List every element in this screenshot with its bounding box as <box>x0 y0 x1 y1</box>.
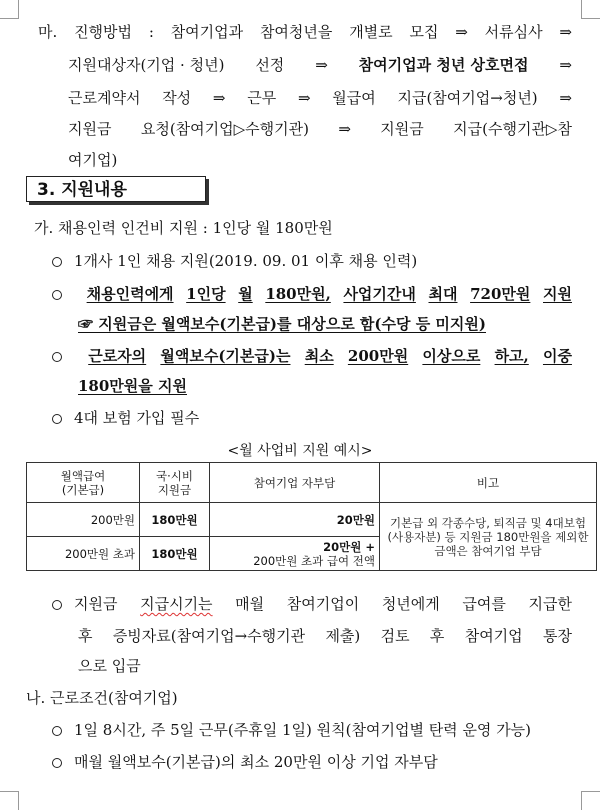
word: 지급(참여기업→청년) <box>397 89 538 107</box>
word: 급여를 <box>462 595 506 613</box>
crop-mark-top-left <box>0 0 19 19</box>
word: 참여기업이 <box>286 595 360 613</box>
circle-bullet-icon <box>52 414 62 424</box>
word: 월급여 <box>332 89 376 107</box>
arrow: ⇒ <box>212 89 226 107</box>
word: 모집 <box>409 23 439 41</box>
circle-bullet-wrap <box>52 594 117 614</box>
circle-bullet-icon <box>52 352 62 362</box>
word: 통장 <box>542 627 572 645</box>
word: 지급시기는 <box>140 595 213 613</box>
subsidy-example-table <box>26 462 597 571</box>
header-note: 비고 <box>380 463 597 503</box>
circle-bullet-icon <box>52 600 62 610</box>
word: 후 <box>429 627 445 645</box>
payment-line-3: 으로 입금 <box>78 657 141 675</box>
word: 지원 <box>543 285 572 303</box>
word: 이상으로 <box>422 347 481 365</box>
subsection-na: 나. 근로조건(참여기업) <box>26 689 178 707</box>
cell-subsidy: 180만원 <box>140 503 210 537</box>
crop-mark-bottom-right <box>581 791 600 810</box>
crop-mark-top-right <box>581 0 600 19</box>
cell-company: 20만원 <box>210 503 380 537</box>
circle-bullet-wrap <box>52 346 74 366</box>
word: 지원금 <box>380 120 424 138</box>
circle-bullet-icon <box>52 290 62 300</box>
cell-wage: 200만원 <box>27 503 140 537</box>
section-heading: 3. 지원내용 <box>26 176 206 202</box>
process-line-5 <box>68 150 117 170</box>
word: 검토 <box>380 627 410 645</box>
word: 참여기업 <box>464 627 523 645</box>
arrow: ⇒ <box>297 89 311 107</box>
company-top: 20만원 + <box>323 539 375 554</box>
word: 참여청년을 <box>259 23 333 41</box>
word: 지원대상자(기업 · 청년) <box>68 56 225 74</box>
circle-bullet-wrap <box>52 284 74 304</box>
word: 지급(수행기관▷참 <box>453 120 572 138</box>
payment-line-1 <box>52 594 572 614</box>
word: 요청(참여기업▷수행기관) <box>140 120 309 138</box>
word: 이중 <box>542 347 572 365</box>
condition-2 <box>52 752 438 772</box>
bullet-4 <box>52 408 199 428</box>
header-company: 참여기업 자부담 <box>210 463 380 503</box>
arrow: ⇒ <box>338 120 351 138</box>
word: 근로자의 <box>88 347 147 365</box>
process-line-2 <box>68 55 572 75</box>
cell-note: 기본급 외 각종수당, 퇴직금 및 4대보험(사용자분) 등 지원금 180만원을 제외한 금액은 참여기업 부담 <box>380 503 597 571</box>
word: 매월 <box>235 595 265 613</box>
word: 월액보수(기본급)는 <box>160 347 291 365</box>
cell-company <box>210 537 380 571</box>
process-line-4 <box>68 119 572 139</box>
arrow: ⇒ <box>559 89 572 107</box>
word: 청년에게 <box>381 595 440 613</box>
subsection-ga: 가. 채용인력 인건비 지원 : 1인당 월 180만원 <box>34 219 333 237</box>
company-bottom: 200만원 초과 급여 전액 <box>253 553 375 568</box>
word: 후 <box>78 627 93 645</box>
word: 지급한 <box>528 595 572 613</box>
word: 증빙자료(참여기업→수행기관 <box>112 627 306 645</box>
arrow: ⇒ <box>315 56 328 74</box>
table-header-row <box>27 463 597 503</box>
circle-bullet-icon <box>52 726 62 736</box>
word: 근무 <box>247 89 277 107</box>
cell-wage: 200만원 초과 <box>27 537 140 571</box>
word: 채용인력에게 <box>86 285 174 303</box>
process-line-1 <box>38 22 572 42</box>
arrow: ⇒ <box>559 23 572 41</box>
crop-mark-bottom-left <box>0 791 19 810</box>
word: 최소 <box>304 347 334 365</box>
interview-emphasis: 참여기업과 청년 상호면접 <box>358 56 529 74</box>
word: 지원금 <box>68 120 112 138</box>
circle-bullet-icon <box>52 758 62 768</box>
header-subsidy: 국·시비 지원금 <box>140 463 210 503</box>
bullet-text: 1일 8시간, 주 5일 근무(주휴일 1일) 원칙(참여기업별 탄력 운영 가능) <box>74 721 532 739</box>
word: 200만원 <box>347 347 409 365</box>
item-label: 마. <box>38 23 58 41</box>
word: : <box>148 23 154 41</box>
word: 하고, <box>494 347 529 365</box>
bullet-1 <box>52 251 417 271</box>
process-line-3 <box>68 88 572 108</box>
word: 근로계약서 <box>68 89 141 107</box>
word: 1인당 <box>186 285 226 303</box>
word: 180만원, <box>265 285 331 303</box>
word: 제출) <box>325 627 361 645</box>
table-row <box>27 503 597 537</box>
word: 개별로 <box>349 23 393 41</box>
word: 사업기간내 <box>343 285 416 303</box>
word: 최대 <box>428 285 458 303</box>
bullet-text: 1개사 1인 채용 지원(2019. 09. 01 이후 채용 인력) <box>74 252 418 270</box>
word: 월 <box>238 285 253 303</box>
word: 720만원 <box>470 285 531 303</box>
circle-bullet-icon <box>52 257 62 267</box>
word: 서류심사 <box>484 23 543 41</box>
bullet-3 <box>52 346 572 366</box>
bullet-text: 4대 보험 가입 필수 <box>74 409 200 427</box>
arrow: ⇒ <box>455 23 468 41</box>
bullet-2 <box>52 284 572 304</box>
payment-line-2 <box>78 626 572 646</box>
word: 여기업) <box>68 151 118 169</box>
cell-subsidy: 180만원 <box>140 537 210 571</box>
word: 참여기업과 <box>170 23 244 41</box>
bullet-2-note: ☞ 지원금은 월액보수(기본급)를 대상으로 함(수당 등 미지원) <box>78 315 486 333</box>
arrow: ⇒ <box>559 56 572 74</box>
bullet-3-continued: 180만원을 지원 <box>78 377 187 395</box>
header-wage: 월액급여 (기본급) <box>27 463 140 503</box>
word: 지원금 <box>74 595 118 613</box>
bullet-text: 매월 월액보수(기본급)의 최소 20만원 이상 기업 자부담 <box>74 753 438 771</box>
word: 진행방법 <box>74 23 133 41</box>
table-caption: <월 사업비 지원 예시> <box>227 443 373 459</box>
condition-1 <box>52 720 531 740</box>
word: 선정 <box>255 56 285 74</box>
word: 작성 <box>162 89 192 107</box>
